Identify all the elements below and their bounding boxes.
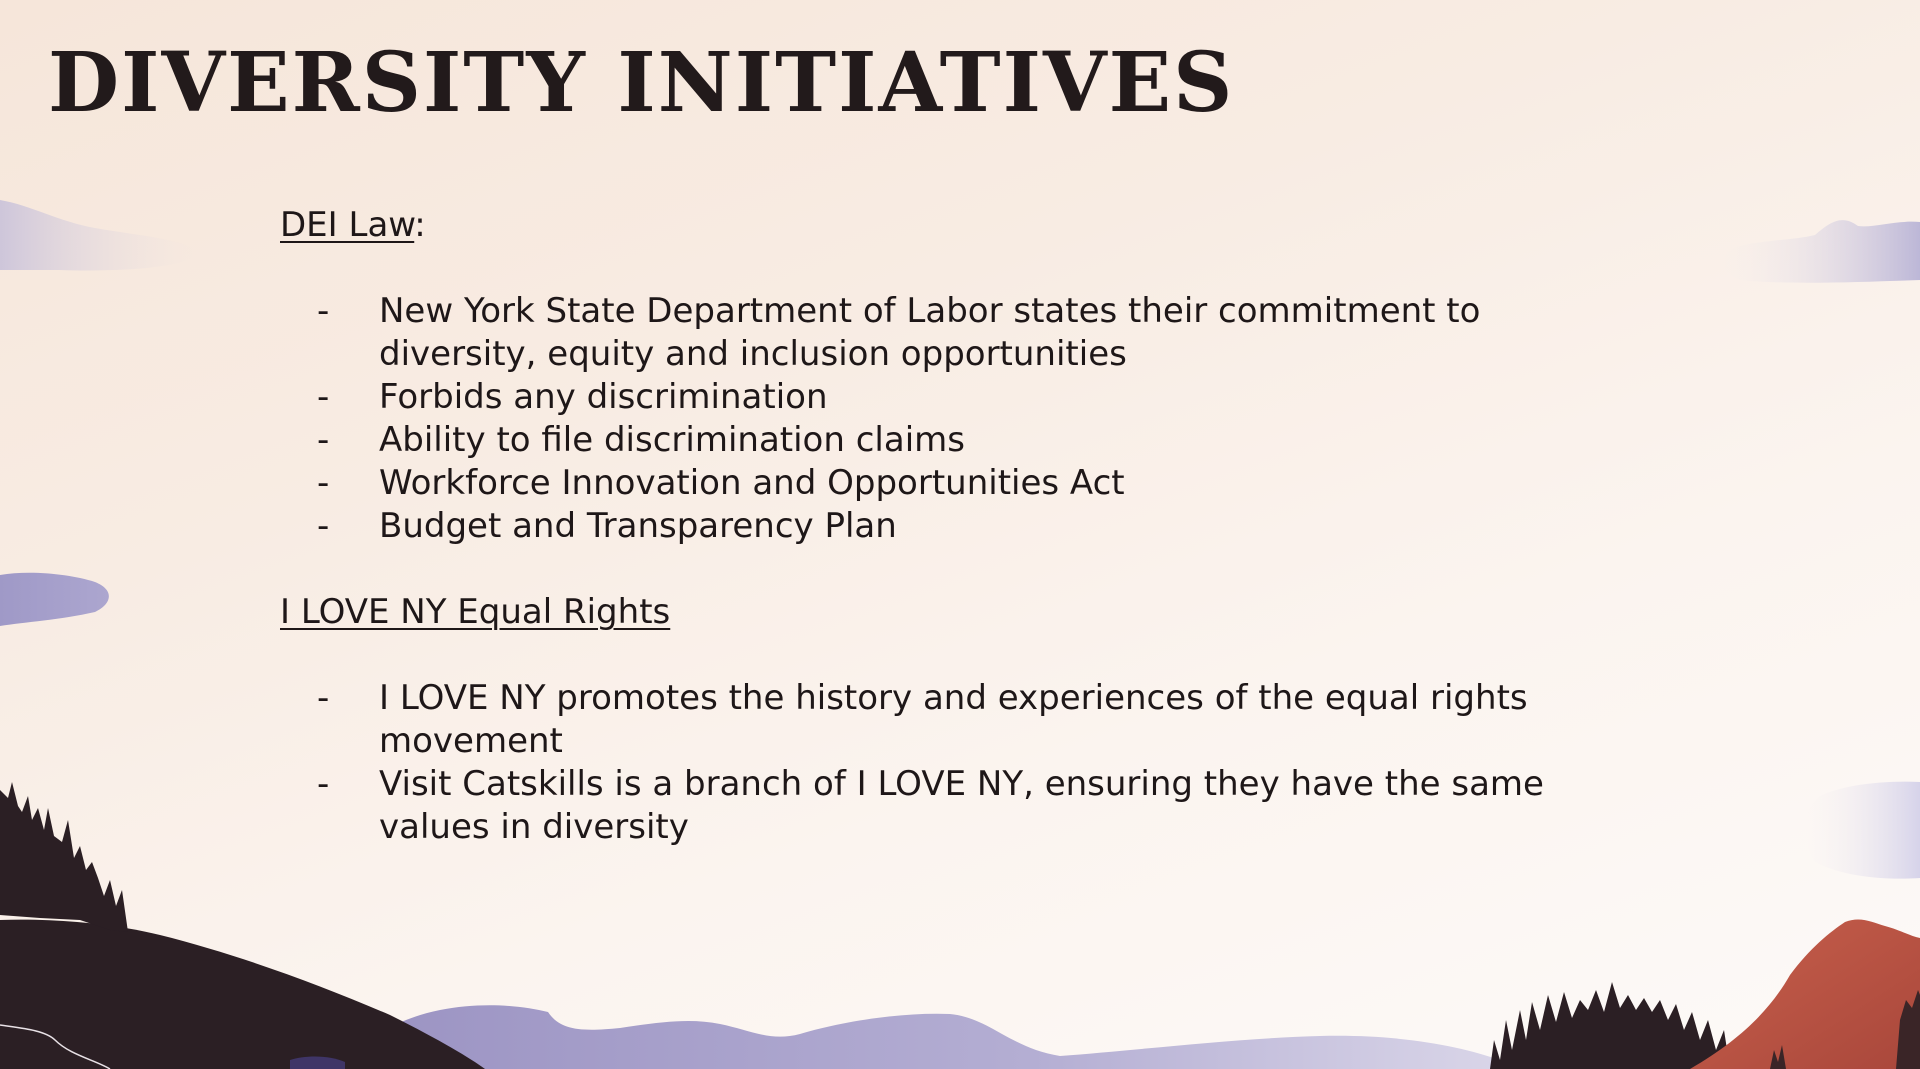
bullet-marker: - xyxy=(317,506,330,546)
trees-right xyxy=(1490,982,1730,1069)
list-item-text: Ability to file discrimination claims xyxy=(379,420,965,460)
section-heading-text: I LOVE NY Equal Rights xyxy=(280,592,671,632)
cloud-mid-left xyxy=(0,573,109,626)
list-item-text: Workforce Innovation and Opportunities Act xyxy=(379,463,1125,503)
equal-rights-bullet-list xyxy=(280,677,1680,849)
section-heading-text: DEI Law xyxy=(280,205,415,245)
cloud-right-lower xyxy=(1804,782,1920,879)
list-item xyxy=(280,376,1640,419)
red-mountain-right xyxy=(1690,919,1920,1069)
list-item-text: Forbids any discrimination xyxy=(379,377,828,417)
bullet-marker: - xyxy=(317,420,330,460)
list-item-text: Budget and Transparency Plan xyxy=(379,506,897,546)
list-item xyxy=(280,419,1640,462)
list-item-text: I LOVE NY promotes the history and experiences of the equal rights movement xyxy=(379,678,1528,761)
bullet-marker: - xyxy=(317,678,330,718)
trees-left xyxy=(0,782,128,932)
slide-title: DIVERSITY INITIATIVES xyxy=(48,35,1235,131)
spacer xyxy=(280,247,1680,290)
bullet-marker: - xyxy=(317,291,330,331)
list-item xyxy=(280,677,1640,763)
list-item-text: New York State Department of Labor states their commitment to diversity, equity and inclusion opportunities xyxy=(379,291,1481,374)
list-item xyxy=(280,290,1640,376)
bullet-marker: - xyxy=(317,764,330,804)
section-heading-suffix: : xyxy=(414,205,426,245)
cloud-top-right xyxy=(1723,220,1920,283)
spacer xyxy=(280,548,1680,591)
bullet-marker: - xyxy=(317,463,330,503)
list-item xyxy=(280,462,1640,505)
list-item xyxy=(280,505,1640,548)
purple-hills xyxy=(330,1005,1500,1069)
slide-body xyxy=(280,204,1680,849)
list-item-text: Visit Catskills is a branch of I LOVE NY, ensuring they have the same values in diversity xyxy=(379,764,1544,847)
section-heading-dei-law xyxy=(280,204,1680,247)
spacer xyxy=(280,634,1680,677)
dark-mountain-left xyxy=(0,920,485,1069)
cloud-top-left xyxy=(0,200,200,270)
list-item xyxy=(280,763,1640,849)
section-heading-equal-rights xyxy=(280,591,1680,634)
dei-law-bullet-list xyxy=(280,290,1680,548)
bullet-marker: - xyxy=(317,377,330,417)
